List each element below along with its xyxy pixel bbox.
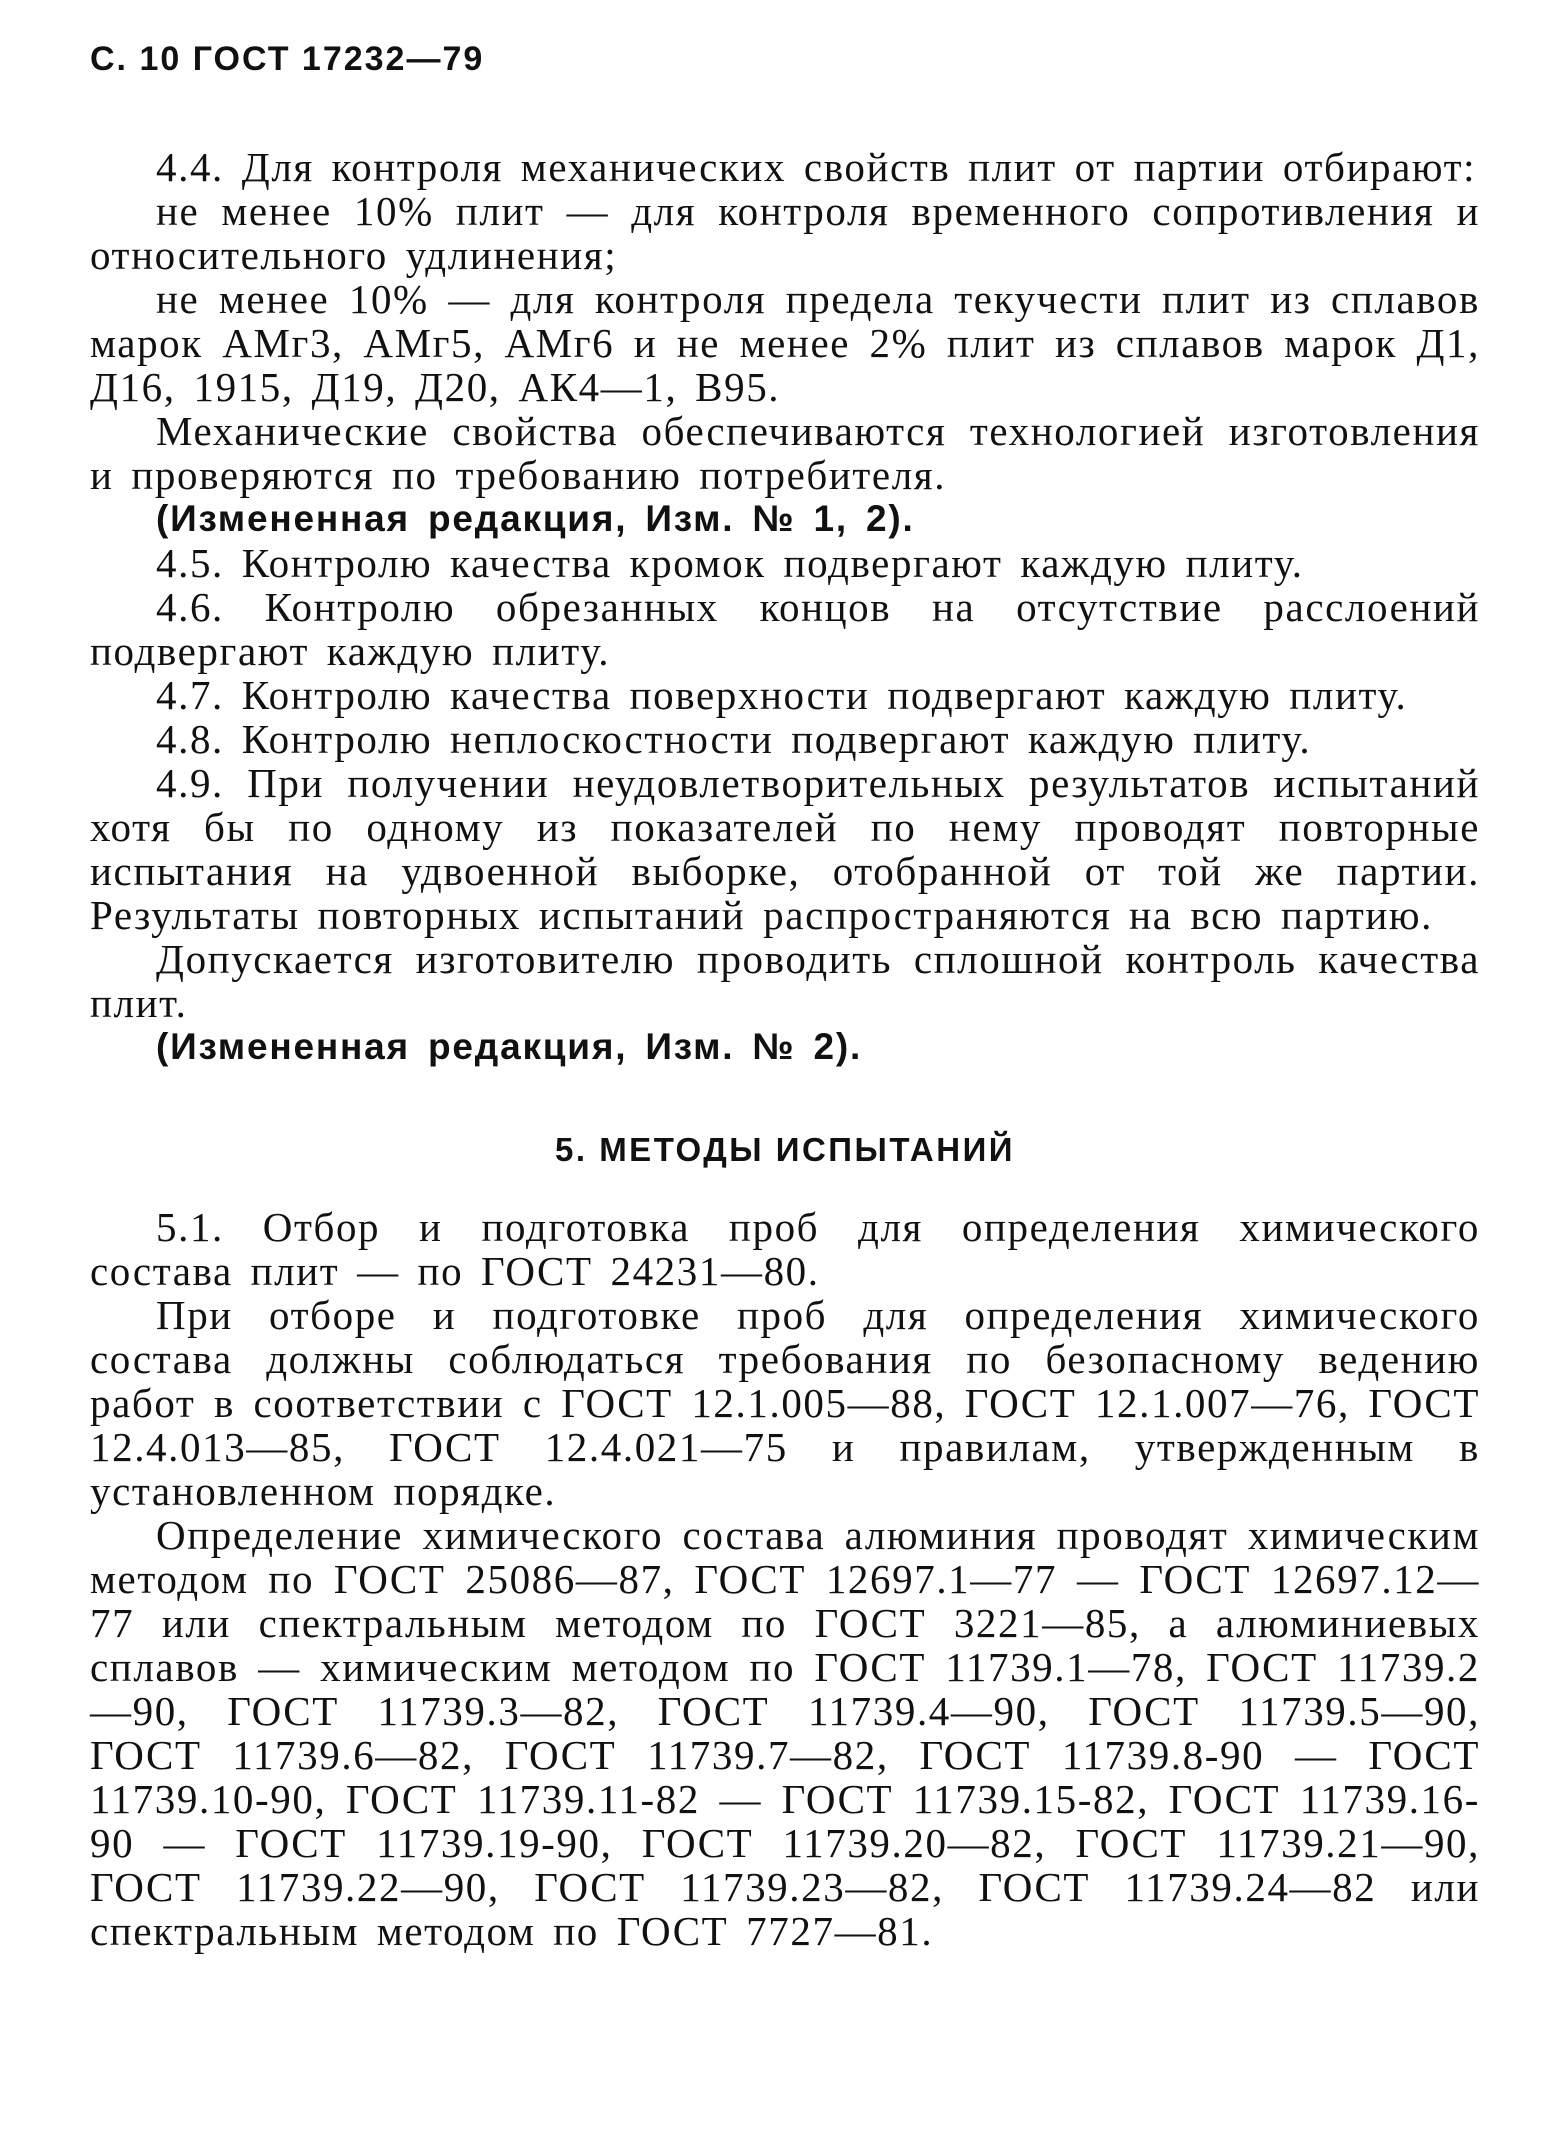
paragraph-4-7: 4.7. Контролю качества поверхности подвергают каждую плиту.	[156, 672, 1408, 718]
amendment-note-2: (Измененная редакция, Изм. № 2).	[156, 1026, 863, 1067]
document-page	[90, 40, 1480, 1953]
paragraph-full-inspection: Допускается изготовителю проводить сплошной контроль качества плит.	[90, 936, 1480, 1026]
paragraph-5-1: 5.1. Отбор и подготовка проб для определения химического состава плит — по ГОСТ 24231—80.	[90, 1204, 1480, 1294]
paragraph-sampling-safety: При отборе и подготовке проб для определения химического состава должны соблюдаться требования по безопасному ведению работ в соответствии с ГОСТ 12.1.005—88, ГОСТ 12.1.007—76, ГОСТ 12.4.013—85, ГОСТ 12.4.021—75 и правилам, утвержденным в установленном порядке.	[90, 1292, 1480, 1514]
paragraph-4-6: 4.6. Контролю обрезанных концов на отсутствие расслоений подвергают каждую плиту.	[90, 584, 1480, 674]
section-5-heading: 5. МЕТОДЫ ИСПЫТАНИЙ	[555, 1131, 1015, 1168]
paragraph-chemical-composition: Определение химического состава алюминия проводят химическим методом по ГОСТ 25086—87, ГОСТ 12697.1—77 — ГОСТ 12697.12—77 или спектральным методом по ГОСТ 3221—85, а алюминиевых сплавов — химическим методом по ГОСТ 11739.1—78, ГОСТ 11739.2—90, ГОСТ 11739.3—82, ГОСТ 11739.4—90, ГОСТ 11739.5—90, ГОСТ 11739.6—82, ГОСТ 11739.7—82, ГОСТ 11739.8-90 — ГОСТ 11739.10-90, ГОСТ 11739.11-82 — ГОСТ 11739.15-82, ГОСТ 11739.16-90 — ГОСТ 11739.19-90, ГОСТ 11739.20—82, ГОСТ 11739.21—90, ГОСТ 11739.22—90, ГОСТ 11739.23—82, ГОСТ 11739.24—82 или спектральным методом по ГОСТ 7727—81.	[90, 1512, 1480, 1954]
paragraph-4-8: 4.8. Контролю неплоскостности подвергают каждую плиту.	[156, 716, 1312, 762]
paragraph-4-5: 4.5. Контролю качества кромок подвергают каждую плиту.	[156, 540, 1304, 586]
paragraph-4-9: 4.9. При получении неудовлетворительных результатов испытаний хотя бы по одному из показателей по нему проводят повторные испытания на удвоенной выборке, отобранной от той же партии. Результаты повторных испытаний распространяются на всю партию.	[90, 760, 1480, 938]
amendment-note-1-2: (Измененная редакция, Изм. № 1, 2).	[156, 498, 915, 539]
page-header: С. 10 ГОСТ 17232—79	[90, 40, 485, 78]
paragraph-4-4-yield: не менее 10% — для контроля предела текучести плит из сплавов марок АМг3, АМг5, АМг6 и не менее 2% плит из сплавов марок Д1, Д16, 1915, Д19, Д20, АК4—1, В95.	[90, 276, 1480, 410]
paragraph-4-4-tensile: не менее 10% плит — для контроля временного сопротивления и относительного удлинения;	[90, 188, 1480, 278]
paragraph-mechanical-properties: Механические свойства обеспечиваются технологией изготовления и проверяются по требованию потребителя.	[90, 408, 1480, 498]
paragraph-4-4: 4.4. Для контроля механических свойств плит от партии отбирают:	[156, 144, 1477, 190]
